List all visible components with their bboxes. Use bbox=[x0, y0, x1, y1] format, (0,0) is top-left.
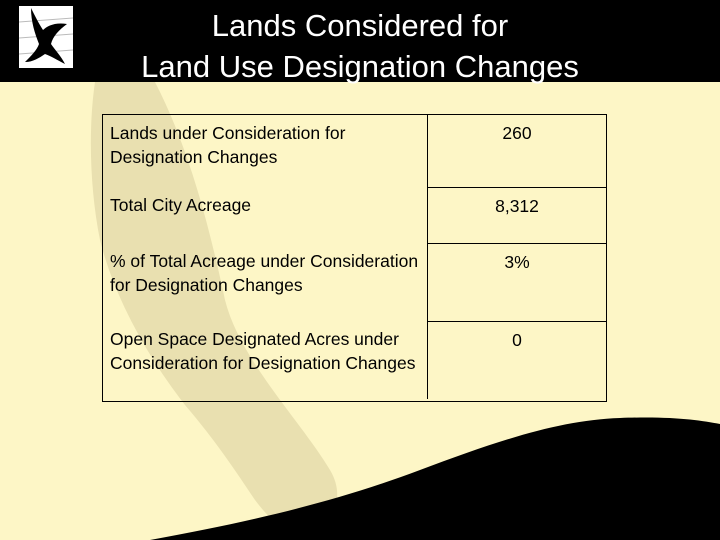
title-line-2: Land Use Designation Changes bbox=[141, 49, 579, 84]
row-label: Total City Acreage bbox=[110, 195, 252, 215]
table-row bbox=[103, 115, 606, 187]
table-row bbox=[103, 243, 606, 321]
table-row bbox=[103, 321, 606, 399]
bird-silhouette-icon bbox=[17, 4, 75, 70]
row-value: 8,312 bbox=[495, 196, 539, 216]
table-row bbox=[103, 187, 606, 243]
row-label: Lands under Consideration for Designation Changes bbox=[110, 123, 346, 167]
row-value-cell bbox=[427, 187, 606, 243]
title-line-1: Lands Considered for bbox=[211, 8, 509, 43]
row-value-cell bbox=[427, 115, 606, 187]
row-value: 0 bbox=[512, 330, 522, 350]
row-value: 3% bbox=[504, 252, 530, 272]
row-label: Open Space Designated Acres under Consideration for Designation Changes bbox=[110, 329, 416, 373]
logo bbox=[17, 4, 75, 70]
data-table bbox=[102, 114, 607, 402]
row-value-cell bbox=[427, 321, 606, 399]
row-value-cell bbox=[427, 243, 606, 321]
slide-title bbox=[100, 5, 620, 87]
row-value: 260 bbox=[502, 123, 532, 143]
row-label: % of Total Acreage under Consideration for Designation Changes bbox=[110, 251, 419, 295]
